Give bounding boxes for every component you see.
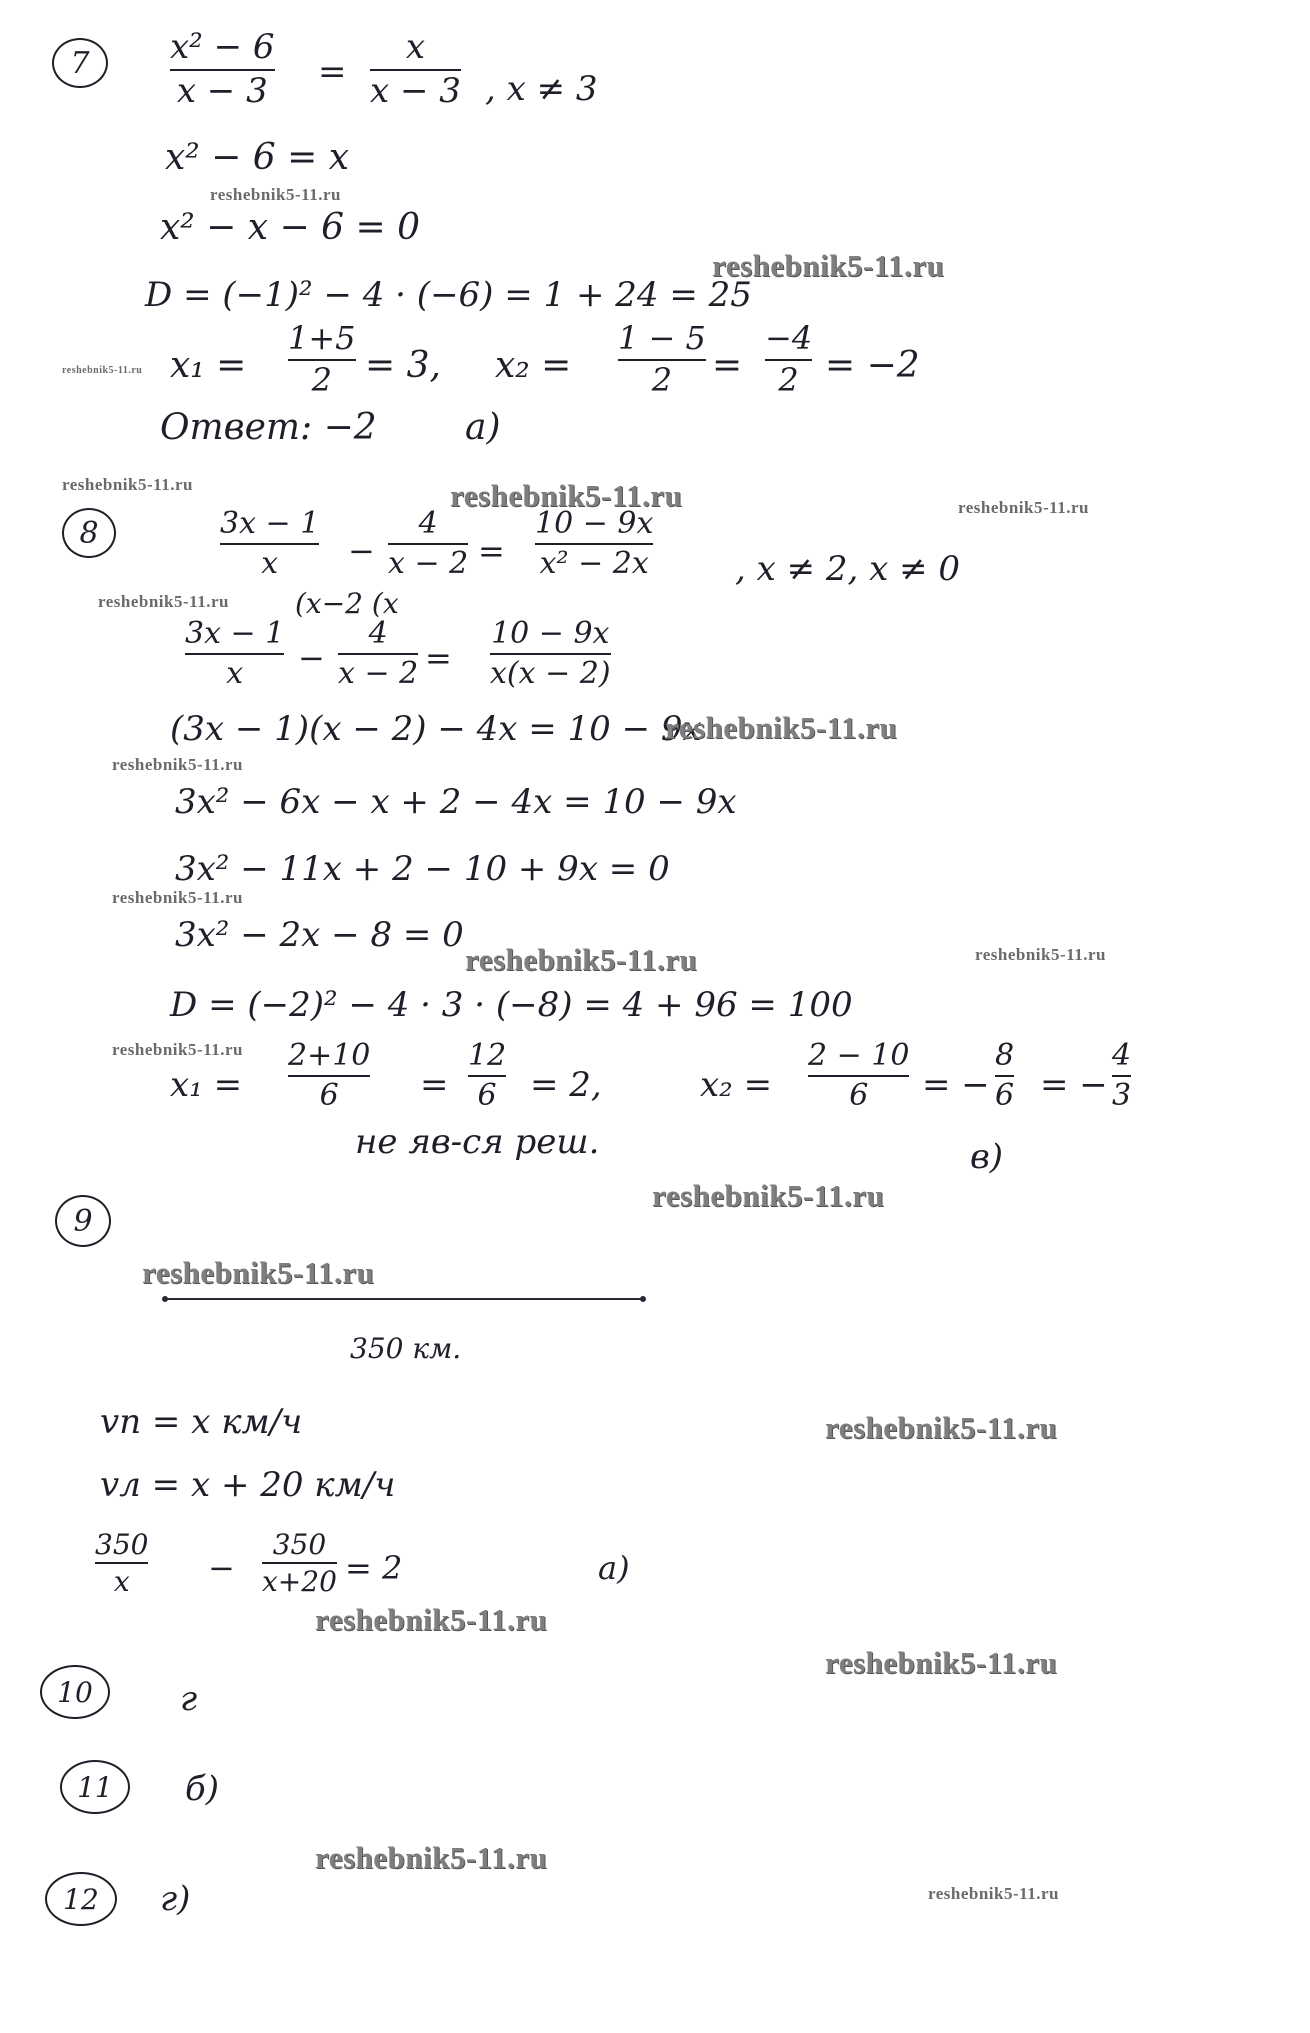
p8-line-2: 3x² − 6x − x + 2 − 4x = 10 − 9x: [175, 782, 737, 822]
watermark: reshebnik5-11.ru: [62, 365, 143, 376]
p8-x2-label: x₂ =: [700, 1065, 773, 1105]
numerator: −4: [765, 319, 813, 357]
denominator: x+20: [262, 1565, 337, 1599]
numerator: 10 − 9x: [491, 616, 610, 651]
problem-7-number: 7: [52, 38, 108, 88]
p8-line-3: 3x² − 11x + 2 − 10 + 9x = 0: [175, 849, 670, 889]
p8-line-1: (3x − 1)(x − 2) − 4x = 10 − 9x: [170, 709, 702, 749]
denominator: 6: [995, 1077, 1015, 1113]
numerator: 3x − 1: [185, 616, 285, 651]
p7-lhs-fraction: [170, 27, 275, 111]
denominator: 6: [477, 1077, 497, 1113]
equals-sign: =: [425, 639, 452, 677]
numerator: 2+10: [288, 1038, 371, 1073]
fraction-bar: [995, 1075, 1014, 1077]
segment-endpoint: [640, 1296, 646, 1302]
equals-sign: =: [420, 1065, 449, 1105]
fraction-bar: [535, 543, 653, 545]
p7-answer-letter: а): [465, 407, 501, 448]
fraction-bar: [490, 653, 611, 655]
p7-rhs-numerator: x: [405, 27, 426, 67]
denominator: 3: [1112, 1077, 1132, 1113]
p7-x1-result: = 3,: [365, 345, 441, 386]
p9-fraction-b: [262, 1530, 337, 1597]
watermark: reshebnik5-11.ru: [465, 942, 698, 977]
p8-x1-result: = 2,: [530, 1065, 602, 1105]
watermark: reshebnik5-11.ru: [450, 478, 683, 513]
denominator: 6: [319, 1077, 339, 1113]
equals-minus: = −: [922, 1065, 990, 1105]
denominator: x(x − 2): [490, 655, 611, 691]
p8-x2-fraction-3: [1112, 1040, 1131, 1111]
p8-x1-fraction: [288, 1040, 370, 1111]
p9-fraction-a: [95, 1530, 148, 1597]
fraction-bar: [220, 543, 319, 545]
p7-x2-result: = −2: [825, 345, 920, 386]
distance-segment: [165, 1298, 643, 1300]
watermark: reshebnik5-11.ru: [112, 888, 243, 907]
fraction-bar: [262, 1562, 337, 1564]
p8-x1-label: x₁ =: [170, 1065, 243, 1105]
p8-fraction-b2: [338, 618, 418, 689]
p8-fraction-c: [535, 508, 653, 579]
p8-fraction-a: [220, 508, 319, 579]
p7-answer: Ответ: −2: [160, 407, 377, 448]
watermark: reshebnik5-11.ru: [975, 945, 1106, 964]
numerator: 4: [368, 616, 388, 651]
fraction-bar: [185, 653, 284, 655]
p10-answer: г: [180, 1679, 198, 1719]
p8-note: не яв-ся реш.: [355, 1122, 600, 1162]
p7-rhs-denominator: x − 3: [370, 70, 461, 111]
watermark: reshebnik5-11.ru: [825, 1645, 1058, 1680]
fraction-bar: [468, 1075, 506, 1077]
watermark: reshebnik5-11.ru: [315, 1602, 548, 1637]
p7-lhs-denominator: x − 3: [176, 70, 268, 111]
watermark: reshebnik5-11.ru: [210, 185, 341, 204]
numerator: 350: [272, 1528, 327, 1561]
p7-line-2: x² − x − 6 = 0: [160, 207, 420, 248]
p9-distance: 350 км.: [350, 1332, 462, 1365]
problem-8-number: 8: [62, 508, 116, 558]
denominator: x² − 2x: [539, 545, 649, 581]
p7-line-1: x² − 6 = x: [165, 137, 350, 178]
equals-sign: =: [318, 52, 347, 92]
numerator: 12: [468, 1038, 507, 1073]
denominator: x: [261, 545, 279, 581]
p7-x1-fraction: [288, 319, 356, 399]
p8-fraction-c2: [490, 618, 611, 689]
fraction-bar: [388, 543, 468, 545]
denominator: 2: [311, 360, 332, 399]
watermark: reshebnik5-11.ru: [62, 475, 193, 494]
watermark: reshebnik5-11.ru: [825, 1410, 1058, 1445]
p8-condition: , x ≠ 2, x ≠ 0: [735, 549, 961, 589]
segment-endpoint: [162, 1296, 168, 1302]
denominator: x − 2: [388, 545, 469, 581]
denominator: x − 2: [338, 655, 419, 691]
p8-x2-fraction: [808, 1040, 909, 1111]
equals-minus: = −: [1040, 1065, 1108, 1105]
p7-rhs-fraction: [370, 27, 461, 111]
fraction-bar: [1112, 1075, 1131, 1077]
numerator: 10 − 9x: [535, 506, 654, 541]
numerator: 4: [418, 506, 438, 541]
minus-sign: −: [348, 532, 375, 570]
p7-condition: , x ≠ 3: [485, 69, 598, 109]
watermark: reshebnik5-11.ru: [958, 498, 1089, 517]
watermark: reshebnik5-11.ru: [98, 592, 229, 611]
p9-answer-letter: а): [598, 1549, 630, 1587]
watermark: reshebnik5-11.ru: [112, 755, 243, 774]
p7-x2-fraction-2: [765, 319, 813, 399]
p7-lhs-numerator: x² − 6: [170, 27, 275, 67]
problem-9-number: 9: [55, 1195, 111, 1247]
numerator: 1 − 5: [618, 319, 706, 357]
watermark: reshebnik5-11.ru: [928, 1884, 1059, 1903]
denominator: x: [226, 655, 244, 691]
denominator: 6: [849, 1077, 869, 1113]
watermark: reshebnik5-11.ru: [142, 1255, 375, 1290]
numerator: 4: [1112, 1038, 1132, 1073]
minus-sign: −: [298, 639, 325, 677]
numerator: 1+5: [288, 319, 356, 357]
p7-x1-label: x₁ =: [170, 345, 247, 386]
denominator: 2: [778, 360, 799, 399]
watermark: reshebnik5-11.ru: [315, 1840, 548, 1875]
p12-answer: г): [160, 1879, 191, 1919]
fraction-bar: [95, 1562, 148, 1564]
fraction-bar: [288, 1075, 370, 1077]
p11-answer: б): [185, 1769, 220, 1809]
p8-fraction-b: [388, 508, 468, 579]
p8-line-4: 3x² − 2x − 8 = 0: [175, 915, 464, 955]
p9-speed-1: vп = x км/ч: [100, 1402, 303, 1442]
problem-11-number: 11: [60, 1760, 130, 1814]
p8-x1-fraction-2: [468, 1040, 506, 1111]
minus-sign: −: [208, 1549, 235, 1587]
fraction-bar: [338, 653, 418, 655]
p9-speed-2: vл = x + 20 км/ч: [100, 1465, 396, 1505]
equals-sign: =: [478, 532, 505, 570]
watermark: reshebnik5-11.ru: [712, 248, 945, 283]
numerator: 3x − 1: [220, 506, 320, 541]
numerator: 2 − 10: [808, 1038, 910, 1073]
p9-result: = 2: [345, 1549, 403, 1587]
denominator: 2: [651, 360, 673, 399]
p7-x2-fraction: [618, 319, 706, 399]
watermark: reshebnik5-11.ru: [652, 1178, 885, 1213]
fraction-bar: [808, 1075, 909, 1077]
problem-10-number: 10: [40, 1665, 110, 1719]
p7-discriminant: D = (−1)² − 4 · (−6) = 1 + 24 = 25: [145, 275, 752, 315]
p8-answer-letter: в): [970, 1137, 1004, 1177]
watermark: reshebnik5-11.ru: [112, 1040, 243, 1059]
p7-x2-label: x₂ =: [495, 345, 572, 386]
problem-12-number: 12: [45, 1872, 117, 1926]
p8-discriminant: D = (−2)² − 4 · 3 · (−8) = 4 + 96 = 100: [170, 985, 853, 1025]
p8-fraction-a2: [185, 618, 284, 689]
watermark: reshebnik5-11.ru: [665, 710, 898, 745]
equals-sign: =: [712, 345, 743, 386]
numerator: 8: [995, 1038, 1015, 1073]
numerator: 350: [95, 1528, 149, 1561]
p8-x2-fraction-2: [995, 1040, 1014, 1111]
denominator: x: [113, 1565, 130, 1599]
p8-multipliers: (x−2 (x: [295, 587, 399, 620]
